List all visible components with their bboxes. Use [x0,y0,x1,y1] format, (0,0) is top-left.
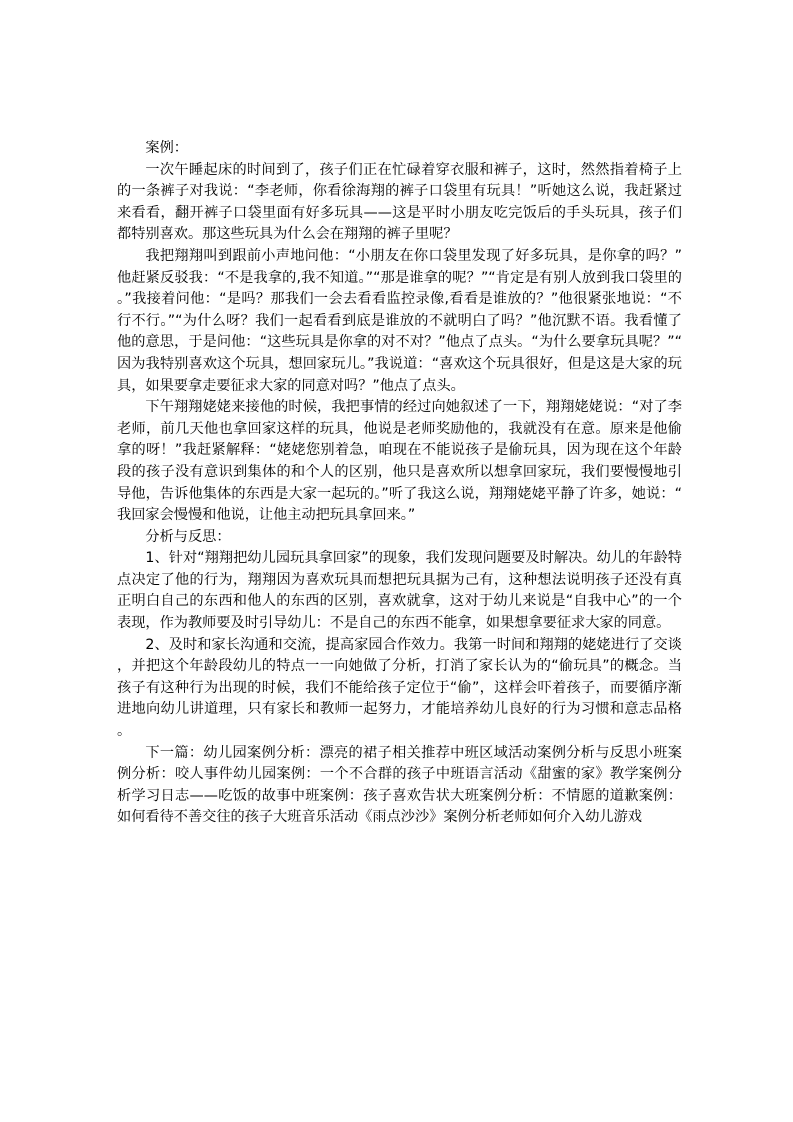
document-body [117,138,682,829]
analysis-point-1: 1、针对“翔翔把幼儿园玩具拿回家”的现象，我们发现问题要及时解决。幼儿的年龄特点决定了他的行为，翔翔因为喜欢玩具而想把玩具据为己有，这种想法说明孩子还没有真正明白自己的东西和他人的东西的区别，喜欢就拿，这对于幼儿来说是“自我中心”的一个表现，作为教师要及时引导幼儿：不是自己的东西不能拿，如果想拿要征求大家的同意。 [117,550,682,632]
analysis-heading: 分析与反思： [145,528,231,545]
case-paragraph-3: 下午翔翔姥姥来接他的时候，我把事情的经过向她叙述了一下，翔翔姥姥说：“对了李老师，前几天他也拿回家这样的玩具，他说是老师奖励他的，我就没有在意。原来是他偷拿的呀！”我赶紧解释：“姥姥您别着急，咱现在不能说孩子是偷玩具，因为现在这个年龄段的孩子没有意识到集体的和个人的区别，他只是喜欢所以想拿回家玩，我们要慢慢地引导他，告诉他集体的东西是大家一起玩的。”听了我这么说，翔翔姥姥平静了许多，她说：“我回家会慢慢和他说，让他主动把玩具拿回来。” [117,399,682,524]
analysis-point-2: 2、及时和家长沟通和交流，提高家园合作效力。我第一时间和翔翔的姥姥进行了交谈，并把这个年龄段幼儿的特点一一向她做了分析，打消了家长认为的“偷玩具”的概念。当孩子有这种行为出现的时候，我们不能给孩子定位于“偷”，这样会吓着孩子，而要循序渐进地向幼儿讲道理，只有家长和教师一起努力，才能培养幼儿良好的行为习惯和意志品格。 [117,636,682,740]
case-heading: 案例： [145,140,188,156]
related-links-paragraph: 下一篇：幼儿园案例分析：漂亮的裙子相关推荐中班区域活动案例分析与反思小班案例分析：咬人事件幼儿园案例：一个不合群的孩子中班语言活动《甜蜜的家》教学案例分析学习日志——吃饭的故事中班案例：孩子喜欢告状大班案例分析：不情愿的道歉案例：如何看待不善交往的孩子大班音乐活动《雨点沙沙》案例分析老师如何介入幼儿游戏 [117,744,682,826]
case-paragraph-1: 一次午睡起床的时间到了，孩子们正在忙碌着穿衣服和裤子，这时，然然指着椅子上的一条裤子对我说：“李老师，你看徐海翔的裤子口袋里有玩具！”听她这么说，我赶紧过来看看，翻开裤子口袋里面有好多玩具——这是平时小朋友吃完饭后的手头玩具，孩子们都特别喜欢。那这些玩具为什么会在翔翔的裤子里呢？ [117,161,682,243]
case-paragraph-2: 我把翔翔叫到跟前小声地问他：“小朋友在你口袋里发现了好多玩具，是你拿的吗？”他赶紧反驳我：“不是我拿的,我不知道。”“那是谁拿的呢？”“肯定是有别人放到我口袋里的。”我接着问他：“是吗？那我们一会去看看监控录像,看看是谁放的？”他很紧张地说：“不行不行。”“为什么呀？我们一起看看到底是谁放的不就明白了吗？”他沉默不语。我看懂了他的意思，于是问他：“这些玩具是你拿的对不对？”他点了点头。“为什么要拿玩具呢？”“因为我特别喜欢这个玩具，想回家玩儿。”我说道：“喜欢这个玩具很好，但是这是大家的玩具，如果要拿走要征求大家的同意对吗？”他点了点头。 [117,247,682,394]
